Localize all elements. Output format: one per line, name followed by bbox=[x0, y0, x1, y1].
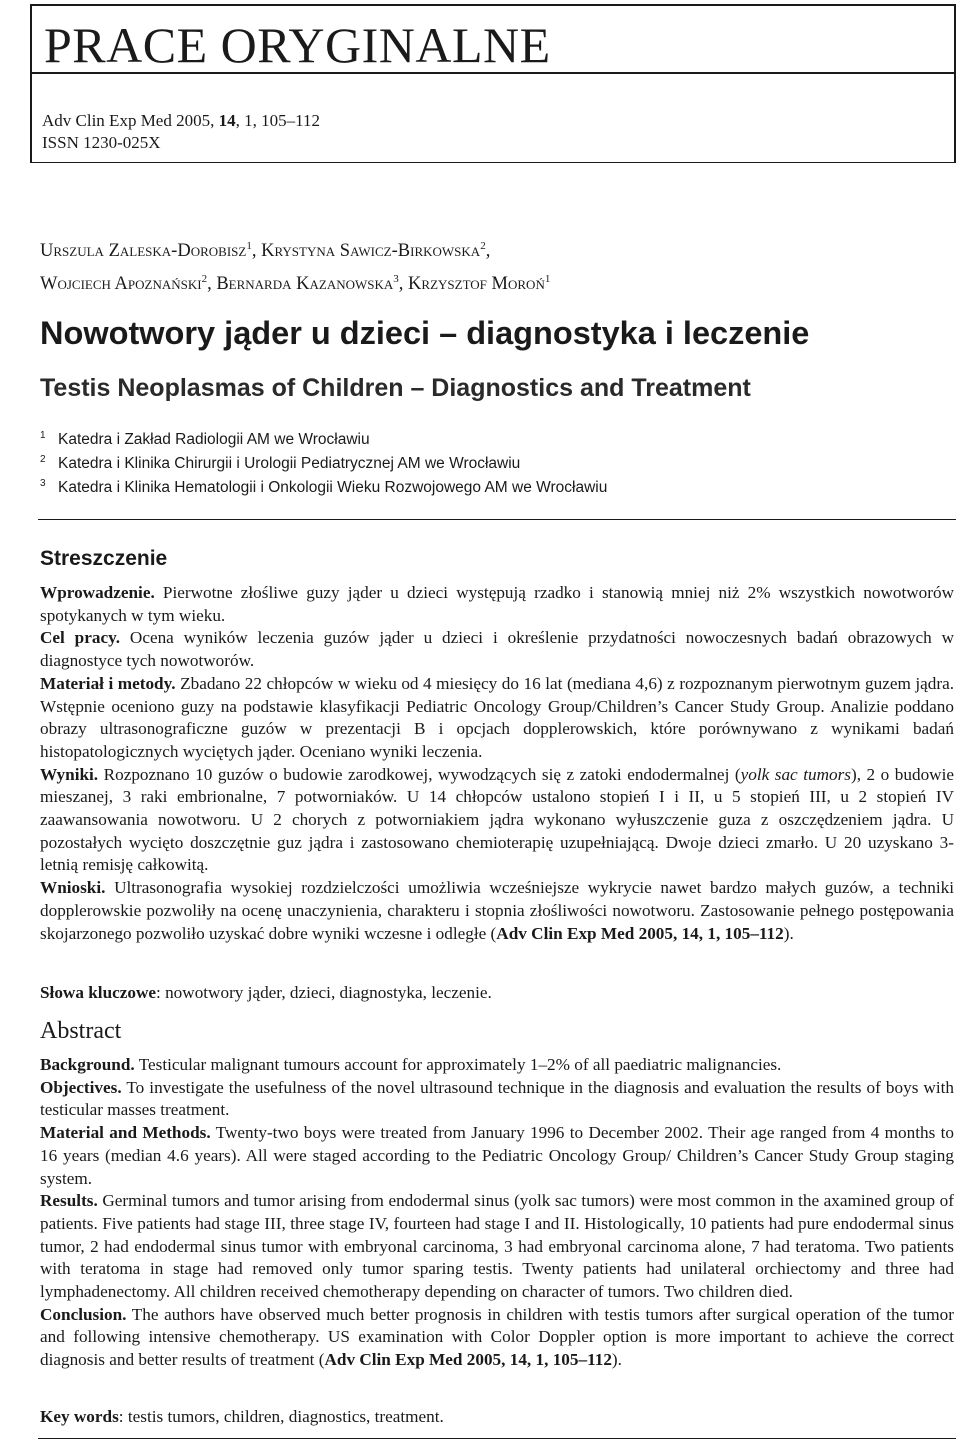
paragraph-conclusion: Conclusion. The authors have observed much better prognosis in children with testis tumors after surgical operation of the tumor and following intensive chemotherapy. US examination with Color Doppler option is more important to achieve the correct diagnosis and better results of treatment (Adv Clin Exp Med 2005, 14, 1, 105–112). bbox=[40, 1304, 954, 1370]
author-list bbox=[40, 232, 940, 298]
journal-citation: Adv Clin Exp Med 2005, 14, 1, 105–112 ISSN 1230-025X bbox=[42, 111, 320, 152]
streszczenie-body bbox=[40, 582, 954, 945]
affiliation: 3 Katedra i Klinika Hematologii i Onkologii Wieku Rozwojowego AM we Wrocławiu bbox=[40, 477, 608, 496]
article-title-polish: Nowotwory jąder u dzieci – diagnostyka i leczenie bbox=[40, 315, 810, 351]
paragraph-wprowadzenie: Wprowadzenie. Pierwotne złośliwe guzy jąder u dzieci występują rzadko i stanowią mniej niż 2% wszystkich nowotworów spotykanych w tym wieku. bbox=[40, 583, 954, 625]
affiliation: 1 Katedra i Zakład Radiologii AM we Wrocławiu bbox=[40, 429, 370, 448]
paragraph-objectives: Objectives. To investigate the usefulness of the novel ultrasound technique in the diagnosis and evaluation the results of boys with testicular masses treatment. bbox=[40, 1077, 954, 1120]
author: Urszula Zaleska-Dorobisz$^1$, bbox=[40, 240, 262, 262]
section-title: PRACE ORYGINALNE bbox=[44, 17, 551, 73]
abstract-body bbox=[40, 1054, 954, 1372]
author: Bernarda Kazanowska$^3$, bbox=[216, 273, 409, 295]
paragraph-wnioski: Wnioski. Ultrasonografia wysokiej rozdzielczości umożliwia wcześniejsze wykrycie nawet bardzo małych guzów, a techniki dopplerowskie pozwoliły na ocenę unaczynienia, charakteru i stopnia złośliwości nowotworu. Zastosowanie pełnego postępowania skojarzonego pozwoliło uzyskać dobre wyniki wczesne i odległe (Adv Clin Exp Med 2005, 14, 1, 105–112). bbox=[40, 878, 954, 943]
affiliations bbox=[40, 428, 607, 500]
keywords-english: Key words: testis tumors, children, diagnostics, treatment. bbox=[40, 1407, 444, 1426]
paragraph-material: Materiał i metody. Zbadano 22 chłopców w wieku od 4 miesięcy do 16 lat (mediana 4,6) z rozpoznanym pierwotnym guzem jądra. Wstępnie oceniono guzy na podstawie klasyfikacji Pediatric Oncology Group/Children’s Cancer Study Group. Analizie poddano obrazy ultrasonograficzne guzów w prezentacji B i opcjach dopplerowskich, które porównywano z wynikami badań histopatologicznych wyciętych jąder. Oceniano wyniki leczenia. bbox=[40, 673, 954, 761]
paragraph-wyniki: Wyniki. Rozpoznano 10 guzów o budowie zarodkowej, wywodzących się z zatoki endodermalnej (yolk sac tumors), 2 o budowie mieszanej, 3 raki embrionalne, 7 potworniaków. U 14 chłopców ustalono stopień I i II, u 5 stopień III, u 2 stopień IV zaawansowania nowotworu. U 2 chorych z potworniakiem jądra wykonano wyłuszczenie guza z oszczędzeniem jądra. U pozostałych wycięto doszczętnie guz jądra i zastosowano chemioterapię uzupełniającą. Dwoje dzieci zmarło. U 20 uzyskano 3-letnią remisję całkowitą. bbox=[40, 764, 954, 875]
streszczenie-heading: Streszczenie bbox=[40, 547, 168, 570]
keywords-polish: Słowa kluczowe: nowotwory jąder, dzieci, diagnostyka, leczenie. bbox=[40, 983, 492, 1002]
author: Krzysztof Moroń$^1$ bbox=[408, 273, 551, 295]
bottom-divider bbox=[38, 1438, 956, 1439]
paragraph-background: Background. Testicular malignant tumours account for approximately 1–2% of all paediatric malignancies. bbox=[40, 1055, 782, 1074]
divider bbox=[38, 519, 956, 520]
abstract-heading: Abstract bbox=[40, 1018, 122, 1044]
journal-header-box bbox=[30, 4, 956, 163]
issn: ISSN 1230-025X bbox=[42, 133, 161, 152]
affiliation: 2 Katedra i Klinika Chirurgii i Urologii Pediatrycznej AM we Wrocławiu bbox=[40, 453, 521, 472]
paragraph-results: Results. Germinal tumors and tumor arising from endodermal sinus (yolk sac tumors) were most common in the axamined group of patients. Five patients had stage III, three stage IV, fourteen had stage I and II. Histologically, 10 patients had pure endodermal sinus tumor, 2 had endodermal sinus tumor with embryonal carcinoma, 3 had embryonal carcinoma alone, 7 had teratoma. Two patients with teratoma in stage had removed only tumor sparing testis. Twenty patients had unilateral orchiectomy and three had lymphadenectomy. All children received chemotherapy depending on character of tumors. Two children died. bbox=[40, 1191, 954, 1302]
author: Wojciech Apoznański$^2$, bbox=[40, 273, 217, 295]
paragraph-cel: Cel pracy. Ocena wyników leczenia guzów jąder u dzieci i określenie przydatności nowoczesnych badań obrazowych w diagnostyce tych nowotworów. bbox=[40, 628, 955, 671]
section-banner bbox=[32, 6, 954, 74]
author: Krystyna Sawicz-Birkowska$^2$, bbox=[261, 240, 491, 262]
paragraph-methods: Material and Methods. Twenty-two boys were treated from January 1996 to December 2002. Their age ranged from 4 months to 16 years (median 4.6 years). All were staged according to the Pediatric Oncology Group/ Children’s Cancer Study Group staging system. bbox=[40, 1123, 954, 1188]
article-title-english: Testis Neoplasmas of Children – Diagnostics and Treatment bbox=[40, 374, 751, 402]
